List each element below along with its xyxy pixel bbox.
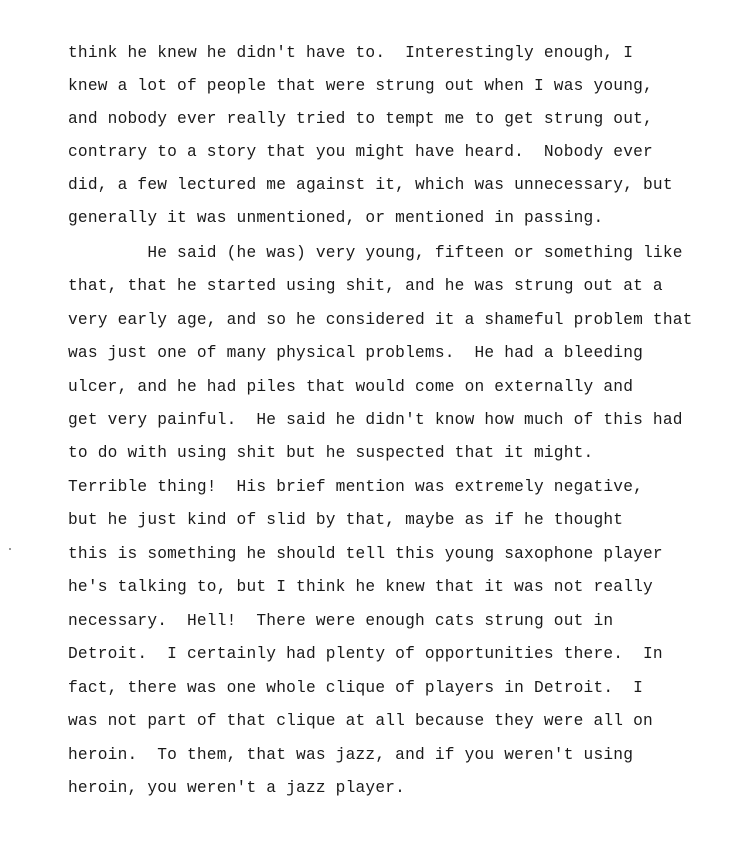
text-line: Terrible thing! His brief mention was extremely negative, xyxy=(68,478,644,496)
text-line: very early age, and so he considered it a shameful problem that xyxy=(68,311,693,329)
text-line: He said (he was) very young, fifteen or something like xyxy=(68,244,683,262)
text-line: was not part of that clique at all because they were all on xyxy=(68,712,653,730)
text-line: did, a few lectured me against it, which was unnecessary, but xyxy=(68,176,673,194)
text-line: ulcer, and he had piles that would come on externally and xyxy=(68,378,634,396)
text-line: he's talking to, but I think he knew that it was not really xyxy=(68,578,653,596)
text-line: fact, there was one whole clique of players in Detroit. I xyxy=(68,679,644,697)
margin-mark xyxy=(9,548,11,550)
text-line: think he knew he didn't have to. Interestingly enough, I xyxy=(68,44,634,62)
text-line: generally it was unmentioned, or mentioned in passing. xyxy=(68,209,604,227)
text-line: contrary to a story that you might have heard. Nobody ever xyxy=(68,143,653,161)
text-line: to do with using shit but he suspected that it might. xyxy=(68,444,594,462)
text-line: but he just kind of slid by that, maybe as if he thought xyxy=(68,511,624,529)
text-line: heroin, you weren't a jazz player. xyxy=(68,779,406,797)
text-line: that, that he started using shit, and he was strung out at a xyxy=(68,277,663,295)
text-line: and nobody ever really tried to tempt me to get strung out, xyxy=(68,110,653,128)
text-line: knew a lot of people that were strung out when I was young, xyxy=(68,77,653,95)
text-line: this is something he should tell this young saxophone player xyxy=(68,545,663,563)
text-line: was just one of many physical problems. He had a bleeding xyxy=(68,344,644,362)
text-line: get very painful. He said he didn't know how much of this had xyxy=(68,411,683,429)
text-line: necessary. Hell! There were enough cats strung out in xyxy=(68,612,614,630)
text-line: Detroit. I certainly had plenty of opportunities there. In xyxy=(68,645,663,663)
text-line: heroin. To them, that was jazz, and if you weren't using xyxy=(68,746,634,764)
